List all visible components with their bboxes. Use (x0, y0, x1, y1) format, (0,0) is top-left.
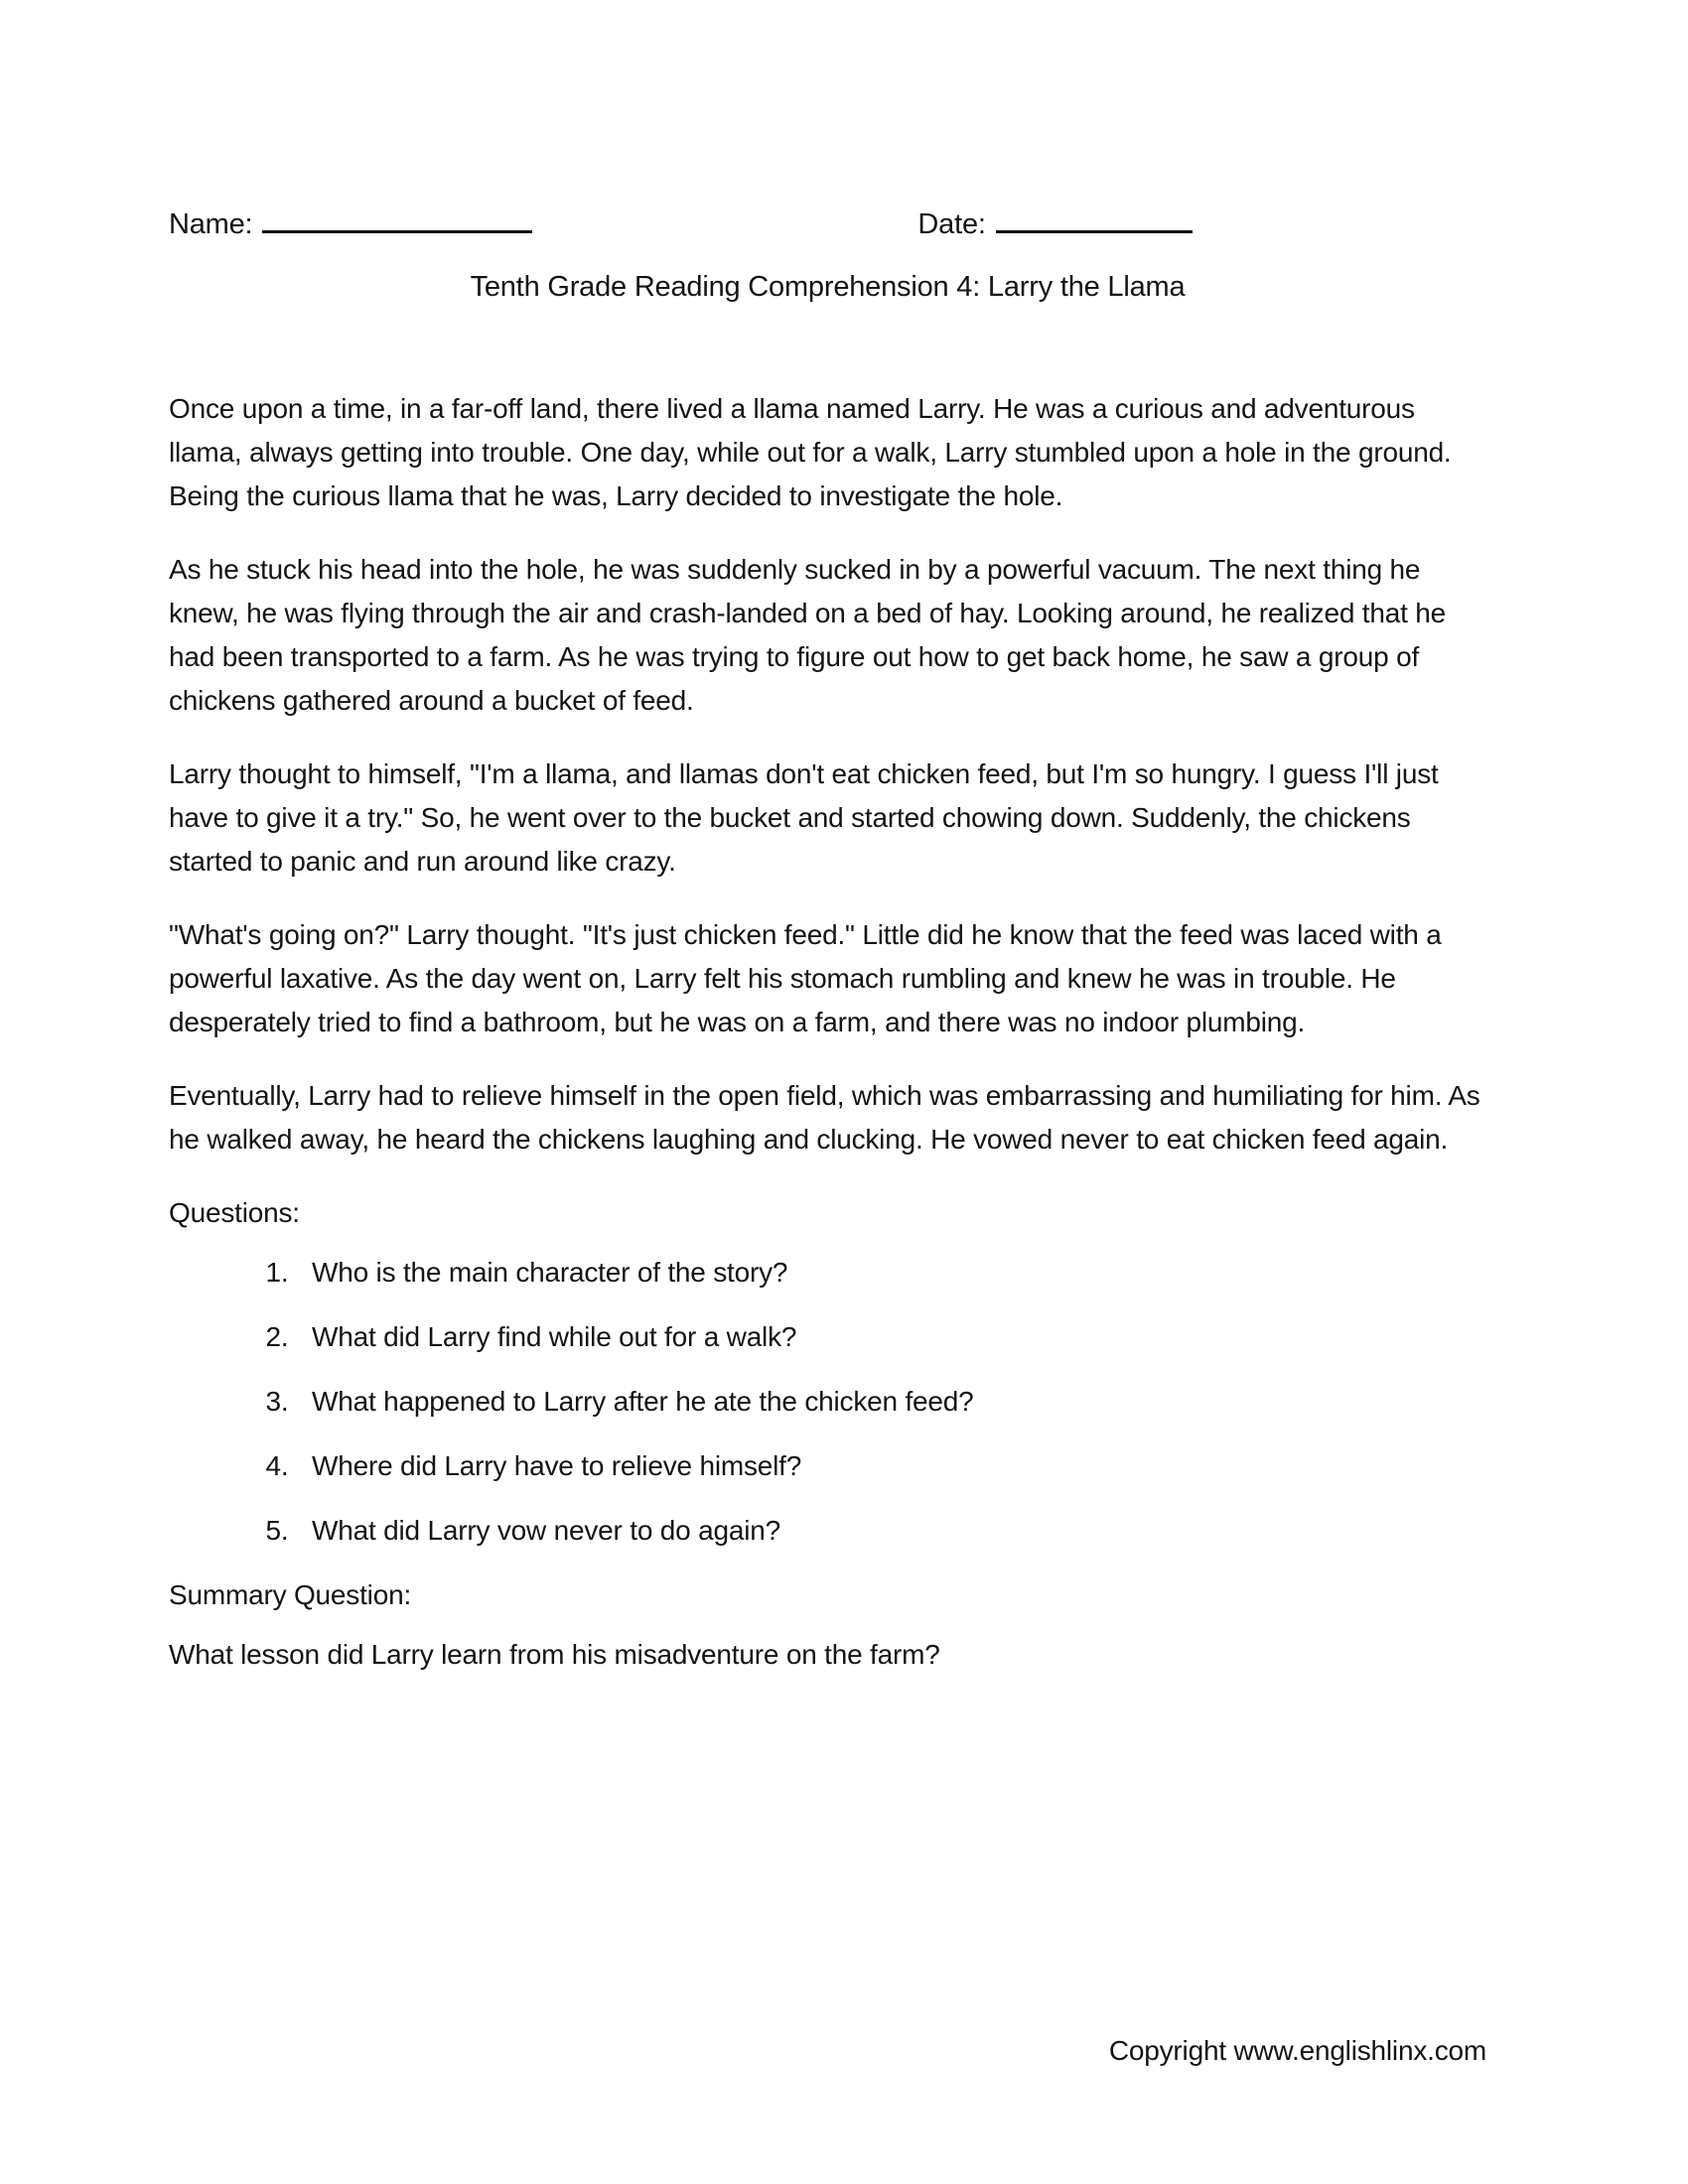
name-label: Name: (169, 208, 253, 240)
worksheet-title: Tenth Grade Reading Comprehension 4: Larry the Llama (470, 271, 1186, 303)
story-paragraph-1: Once upon a time, in a far-off land, there lived a llama named Larry. He was a curious and adventurous llama, always getting into trouble. One day, while out for a walk, Larry stumbled upon a hole in the ground. Being the curious llama that he was, Larry decided to investigate the hole. (169, 393, 1452, 511)
question-item-3: 3. What happened to Larry after he ate the chicken feed? (296, 1380, 1486, 1424)
name-date-row (169, 199, 1486, 241)
copyright-footer: Copyright www.englishlinx.com (1108, 2035, 1486, 2066)
name-blank-line (262, 199, 532, 233)
story-paragraph-3: Larry thought to himself, "I'm a llama, and llamas don't eat chicken feed, but I'm so hungry. I guess I'll just have to give it a try." So, he went over to the bucket and started chowing down. Suddenly, the chickens started to panic and run around like crazy. (169, 758, 1439, 877)
question-item-5: 5. What did Larry vow never to do again? (296, 1509, 1486, 1553)
summary-question: What lesson did Larry learn from his misadventure on the farm? (169, 1639, 940, 1670)
question-item-1: 1. Who is the main character of the story? (296, 1251, 1486, 1295)
story-paragraph-2: As he stuck his head into the hole, he was suddenly sucked in by a powerful vacuum. The next thing he knew, he was flying through the air and crash-landed on a bed of hay. Looking around, he realized that he had been transported to a farm. As he was trying to figure out how to get back home, he saw a group of chickens gathered around a bucket of feed. (169, 554, 1447, 716)
questions-heading: Questions: (169, 1197, 300, 1228)
question-item-4: 4. Where did Larry have to relieve himself? (296, 1444, 1486, 1488)
date-label: Date: (917, 208, 986, 240)
date-blank-line (996, 199, 1193, 233)
story-paragraph-5: Eventually, Larry had to relieve himself in the open field, which was embarrassing and humiliating for him. As he walked away, he heard the chickens laughing and clucking. He vowed never to eat chicken feed again. (169, 1080, 1480, 1155)
summary-heading: Summary Question: (169, 1579, 412, 1610)
question-item-2: 2. What did Larry find while out for a walk? (296, 1315, 1486, 1359)
questions-list (169, 1251, 1486, 1553)
story-paragraph-4: "What's going on?" Larry thought. "It's just chicken feed." Little did he know that the feed was laced with a powerful laxative. As the day went on, Larry felt his stomach rumbling and knew he was in trouble. He desperately tried to find a bathroom, but he was on a farm, and there was no indoor plumbing. (169, 919, 1442, 1037)
